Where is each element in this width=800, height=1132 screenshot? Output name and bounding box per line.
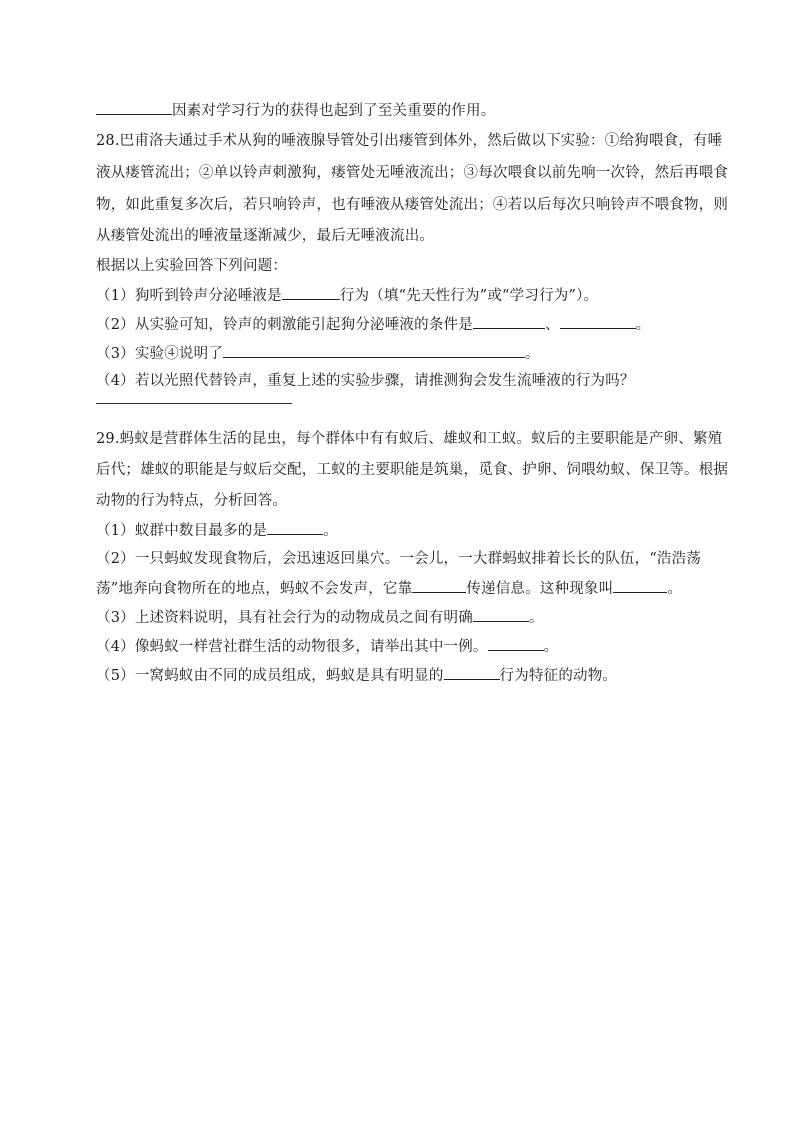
q29-sub3-text: 。 xyxy=(528,610,544,626)
q29-sub1-text: （1）蚁群中数目最多的是 xyxy=(96,523,268,539)
q29-sub1-text: 。 xyxy=(323,523,338,539)
answer-blank[interactable] xyxy=(223,343,525,358)
q29-sub2-text: 荡”地奔向食物所在的地点，蚂蚁不会发声，它靠 xyxy=(96,581,413,597)
q28-sub3-text: 。 xyxy=(525,346,540,362)
answer-blank[interactable] xyxy=(473,314,545,329)
q28-sub4: （4）若以光照代替铃声，重复上述的实验步骤，请推测狗会发生流唾液的行为吗？ xyxy=(96,373,635,389)
q29-sub5-text: （5）一窝蚂蚁由不同的成员组成，蚂蚁是具有明显的 xyxy=(96,668,444,684)
q29-sub5 xyxy=(96,665,617,686)
q28-sub1-text: （1）狗听到铃声分泌唾液是 xyxy=(96,288,282,304)
answer-line[interactable] xyxy=(96,403,292,404)
answer-blank[interactable] xyxy=(282,285,340,300)
q28-sub3 xyxy=(96,343,540,364)
q29-sub4-text: 。 xyxy=(543,639,559,655)
q29-sub2-text: 传递信息。这种现象叫 xyxy=(466,581,614,597)
q28-sub3-text: （3）实验④说明了 xyxy=(96,346,224,362)
q28-sub2-text: 。 xyxy=(635,317,651,333)
q29-stem-line: 后代；雄蚁的职能是与蚁后交配，工蚁的主要职能是筑巢，觅食、护卵、饲喂幼蚁、保卫等。根据 xyxy=(96,462,729,478)
q29-sub3 xyxy=(96,607,544,628)
answer-blank[interactable] xyxy=(613,578,667,593)
answer-blank[interactable] xyxy=(96,100,172,115)
answer-blank[interactable] xyxy=(560,314,636,329)
q29-stem-line: 动物的行为特点，分析回答。 xyxy=(96,493,288,509)
answer-blank[interactable] xyxy=(488,636,544,651)
answer-blank[interactable] xyxy=(412,578,466,593)
q29-sub4-text: （4）像蚂蚁一样营社群生活的动物很多，请举出其中一例。 xyxy=(96,639,488,655)
q29-sub2-text: 。 xyxy=(667,581,683,597)
q27-tail-line xyxy=(96,100,495,121)
q28-stem-line: 28.巴甫洛夫通过手术从狗的唾液腺导管处引出瘘管到体外，然后做以下实验：①给狗喂食，有唾 xyxy=(96,133,723,149)
q27-tail-text: 因素对学习行为的获得也起到了至关重要的作用。 xyxy=(172,103,496,119)
q29-sub2-line1: （2）一只蚂蚁发现食物后，会迅速返回巢穴。一会儿，一大群蚂蚁排着长长的队伍，“浩浩荡 xyxy=(96,551,702,567)
q28-sub2 xyxy=(96,314,650,335)
answer-blank[interactable] xyxy=(267,520,323,535)
q28-stem-line: 液从瘘管流出；②单以铃声刺激狗，瘘管处无唾液流出；③每次喂食以前先响一次铃，然后再喂食 xyxy=(96,165,729,181)
q29-sub1 xyxy=(96,520,338,541)
answer-blank[interactable] xyxy=(444,665,500,680)
q28-prompt: 根据以上实验回答下列问题： xyxy=(96,258,288,274)
q29-sub4 xyxy=(96,636,558,657)
q28-sub1 xyxy=(96,285,598,306)
q28-stem-line: 物，如此重复多次后，若只响铃声，也有唾液从瘘管处流出；④若以后每次只响铃声不喂食物，则 xyxy=(96,197,729,213)
q29-stem-line: 29.蚂蚁是营群体生活的昆虫，每个群体中有有蚁后、雄蚁和工蚁。蚁后的主要职能是产卵、繁殖 xyxy=(96,431,723,447)
q28-sub2-text: 、 xyxy=(544,317,560,333)
answer-blank[interactable] xyxy=(473,607,529,622)
q29-sub2-line2 xyxy=(96,578,682,599)
q28-stem-line: 从瘘管处流出的唾液量逐渐减少，最后无唾液流出。 xyxy=(96,228,435,244)
q29-sub5-text: 行为特征的动物。 xyxy=(499,668,618,684)
q29-sub3-text: （3）上述资料说明，具有社会行为的动物成员之间有明确 xyxy=(96,610,473,626)
q28-sub2-text: （2）从实验可知，铃声的刺激能引起狗分泌唾液的条件是 xyxy=(96,317,473,333)
q28-sub1-text: 行为（填“先天性行为”或“学习行为”）。 xyxy=(339,288,599,304)
